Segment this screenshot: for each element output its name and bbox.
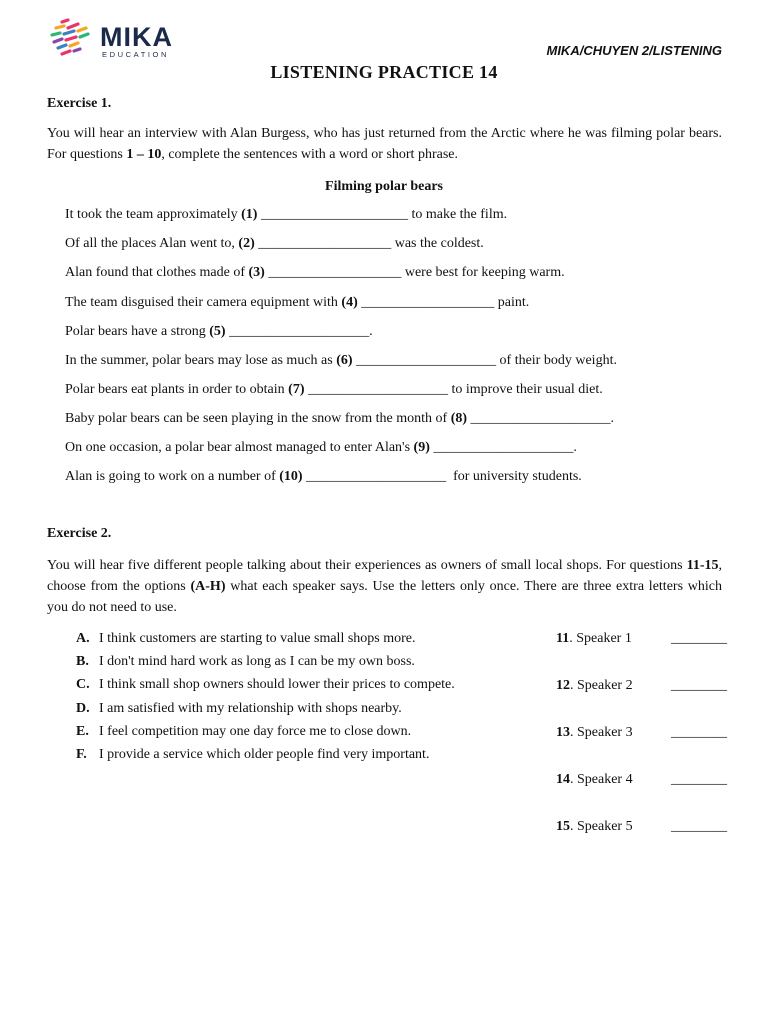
speaker-label: . Speaker 3 [570, 725, 633, 740]
question-number: (4) [341, 295, 358, 310]
option-letter: C. [76, 677, 90, 692]
question-number: (10) [279, 469, 303, 484]
speaker-label: . Speaker 5 [570, 819, 633, 834]
answer-option [76, 724, 411, 740]
answer-option [76, 654, 415, 670]
logo-wordmark: MIKA [100, 22, 173, 52]
question-number: (6) [336, 353, 353, 368]
exercise-1-heading: Exercise 1. [47, 96, 112, 111]
question-number: 14 [556, 772, 570, 787]
question-text: Alan found that clothes made of [65, 265, 249, 280]
answer-blank[interactable]: ____________________. [467, 411, 615, 426]
exercise-2-instructions [47, 555, 722, 618]
speaker-answer-row [556, 772, 736, 788]
answer-blank[interactable]: ____________________. [429, 440, 577, 455]
instructions-text: , choose from the options [47, 558, 722, 594]
option-letter: D. [76, 701, 90, 716]
document-reference: MIKA/CHUYEN 2/LISTENING [546, 43, 722, 58]
gap-fill-question [65, 440, 577, 456]
option-text: I provide a service which older people find very important. [99, 747, 430, 762]
answer-option [76, 747, 429, 763]
gap-fill-question [65, 324, 373, 340]
question-number: 15 [556, 819, 570, 834]
option-text: I feel competition may one day force me to close down. [99, 724, 412, 739]
answer-blank[interactable]: _____________________ to make the film. [257, 207, 508, 222]
gap-fill-question [65, 295, 529, 311]
answer-blank[interactable]: ________ [671, 678, 727, 693]
question-text: Of all the places Alan went to, [65, 236, 239, 251]
page-title: LISTENING PRACTICE 14 [270, 62, 498, 82]
mika-logo [48, 18, 178, 60]
answer-blank[interactable]: ________ [671, 631, 727, 646]
speaker-answer-row [556, 725, 736, 741]
question-text: On one occasion, a polar bear almost managed to enter Alan's [65, 440, 414, 455]
gap-fill-question [65, 207, 507, 223]
gap-fill-question [65, 411, 614, 427]
answer-blank[interactable]: ____________________ for university students. [302, 469, 582, 484]
answer-blank[interactable]: ________ [671, 819, 727, 834]
speaker-answer-row [556, 631, 736, 647]
question-number: (7) [288, 382, 305, 397]
question-text: The team disguised their camera equipment with [65, 295, 342, 310]
question-number: (1) [241, 207, 258, 222]
gap-fill-question [65, 353, 617, 369]
question-text: It took the team approximately [65, 207, 242, 222]
speaker-answer-row [556, 678, 736, 694]
gap-fill-question [65, 265, 565, 281]
question-number: 12 [556, 678, 570, 693]
question-number: 13 [556, 725, 570, 740]
option-letter: B. [76, 654, 89, 669]
question-range: 11-15 [686, 558, 719, 573]
answer-option [76, 631, 416, 647]
speaker-label: . Speaker 1 [569, 631, 632, 646]
option-letter: F. [76, 747, 87, 762]
option-letter: A. [76, 631, 90, 646]
option-letter: E. [76, 724, 89, 739]
answer-blank[interactable]: ________ [671, 772, 727, 787]
question-text: Baby polar bears can be seen playing in the snow from the month of [65, 411, 451, 426]
answer-blank[interactable]: ___________________ paint. [357, 295, 530, 310]
answer-blank[interactable]: ____________________. [225, 324, 373, 339]
instructions-text: You will hear five different people talking about their experiences as owners of small local shops. For questions [47, 558, 687, 573]
question-number: 11 [556, 631, 570, 646]
question-number: (2) [238, 236, 255, 251]
speaker-label: . Speaker 2 [570, 678, 633, 693]
question-text: Alan is going to work on a number of [65, 469, 280, 484]
question-text: Polar bears eat plants in order to obtain [65, 382, 289, 397]
answer-blank[interactable]: ____________________ to improve their usual diet. [304, 382, 603, 397]
option-range: (A-H) [190, 579, 226, 594]
option-text: I don't mind hard work as long as I can be my own boss. [99, 654, 415, 669]
question-range: 1 – 10 [126, 147, 162, 162]
gap-fill-question [65, 236, 484, 252]
exercise-1-instructions [47, 123, 722, 165]
answer-blank[interactable]: ___________________ were best for keeping warm. [264, 265, 565, 280]
gap-fill-question [65, 382, 603, 398]
option-text: I think small shop owners should lower their prices to compete. [99, 677, 455, 692]
gap-fill-question [65, 469, 582, 485]
instructions-text: You will hear an interview with Alan Burgess, who has just returned from the Arctic where he was filming polar bears. For questions [47, 126, 722, 162]
question-number: (5) [209, 324, 226, 339]
answer-blank[interactable]: ________ [671, 725, 727, 740]
question-number: (9) [413, 440, 430, 455]
question-text: In the summer, polar bears may lose as much as [65, 353, 337, 368]
speaker-answer-row [556, 819, 736, 835]
option-text: I think customers are starting to value small shops more. [99, 631, 416, 646]
question-number: (3) [248, 265, 265, 280]
answer-option [76, 701, 402, 717]
answer-option [76, 677, 455, 693]
instructions-text: what each speaker says. Use the letters only once. There are three extra letters which you do not need to use. [47, 579, 722, 615]
instructions-text: , complete the sentences with a word or short phrase. [161, 147, 458, 162]
answer-blank[interactable]: ___________________ was the coldest. [254, 236, 484, 251]
question-number: (8) [450, 411, 468, 426]
exercise-1-subheading: Filming polar bears [325, 179, 443, 194]
answer-blank[interactable]: ____________________ of their body weight. [352, 353, 617, 368]
logo-tagline: EDUCATION [102, 50, 170, 59]
question-text: Polar bears have a strong [65, 324, 210, 339]
mika-logo-mark-icon [48, 18, 96, 60]
exercise-2-heading: Exercise 2. [47, 526, 112, 541]
option-text: I am satisfied with my relationship with shops nearby. [99, 701, 402, 716]
speaker-label: . Speaker 4 [570, 772, 633, 787]
